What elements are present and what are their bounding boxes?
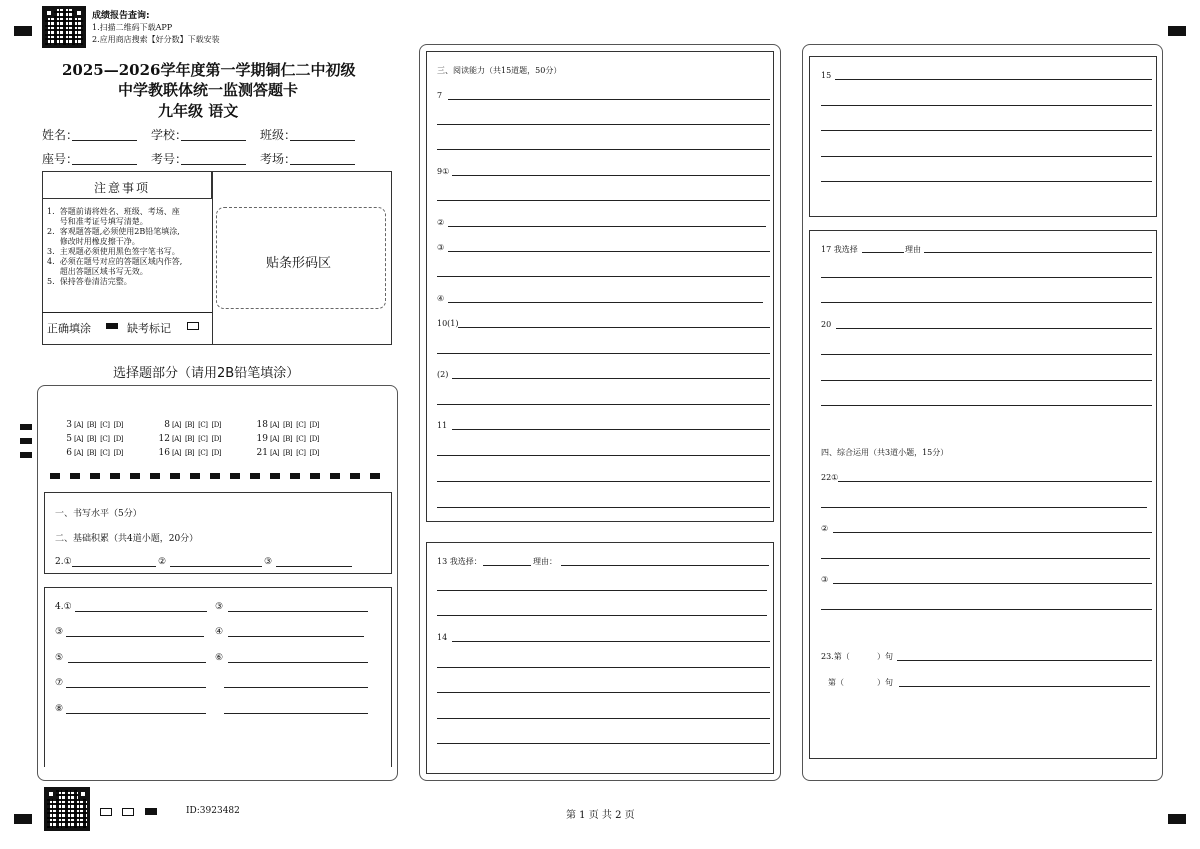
choice-option-bubble[interactable]: [D]: [211, 449, 222, 457]
q23-a-end-label: ）句: [877, 652, 893, 661]
choice-option-bubble[interactable]: [B]: [87, 421, 97, 429]
choice-option-bubble[interactable]: [C]: [198, 421, 208, 429]
choice-option-bubble[interactable]: [A]: [172, 449, 182, 457]
q9-1-line-1[interactable]: [452, 175, 770, 176]
choice-question: [156, 420, 254, 430]
q14-line-4[interactable]: [437, 718, 770, 719]
q9-3-line-1[interactable]: [448, 251, 770, 252]
choice-row: [58, 448, 352, 462]
q11-line-2[interactable]: [437, 455, 770, 456]
q2-2-answer-line[interactable]: [170, 566, 262, 567]
timing-mark: [310, 473, 320, 479]
exam-no-label: 考号：: [151, 152, 188, 166]
q13-q14-box: [426, 542, 774, 774]
q22-1-line-2[interactable]: [821, 507, 1147, 508]
q17-choice-line[interactable]: [862, 252, 904, 253]
q9-1-label: 9①: [437, 167, 450, 176]
timing-mark: [290, 473, 300, 479]
q11-line-1[interactable]: [452, 429, 770, 430]
fill-correct-label: 正确填涂: [47, 322, 91, 335]
school-field[interactable]: [181, 140, 246, 141]
choice-option-bubble[interactable]: [B]: [87, 449, 97, 457]
notice-item: 4. 必须在题号对应的答题区域内作答,: [47, 257, 183, 266]
basics-section-label: 二、基础积累（共4道小题，20分）: [55, 534, 199, 544]
choice-question-number: 3: [66, 420, 72, 430]
q20-line-1[interactable]: [836, 328, 1152, 329]
choice-option-bubble[interactable]: [B]: [283, 449, 293, 457]
choice-option-bubble[interactable]: [C]: [198, 449, 208, 457]
timing-mark: [330, 473, 340, 479]
choice-option-bubble[interactable]: [C]: [100, 435, 110, 443]
q4-8-label: ⑧: [55, 704, 64, 714]
choice-option-bubble[interactable]: [D]: [309, 435, 320, 443]
choice-question-number: 12: [158, 434, 170, 444]
choice-option-bubble[interactable]: [C]: [100, 421, 110, 429]
q13-reason-label: 理由：: [533, 557, 557, 566]
choice-option-bubble[interactable]: [D]: [211, 435, 222, 443]
choice-option-bubble[interactable]: [C]: [198, 435, 208, 443]
q10-2-line-1[interactable]: [452, 378, 770, 379]
q7-line-1[interactable]: [448, 99, 770, 100]
choice-option-bubble[interactable]: [D]: [113, 435, 124, 443]
choice-question-number: 18: [256, 420, 268, 430]
choice-question: [156, 448, 254, 458]
barcode-area-label: 贴条形码区: [266, 256, 332, 271]
choice-grid: [58, 420, 352, 462]
choice-question: [156, 434, 254, 444]
q2-1-label: 2.①: [55, 557, 72, 567]
choice-option-bubble[interactable]: [A]: [172, 435, 182, 443]
timing-mark: [150, 473, 160, 479]
q15-line-4[interactable]: [821, 156, 1152, 157]
choice-question-number: 6: [66, 448, 72, 458]
room-field[interactable]: [290, 164, 355, 165]
q4-1-answer-line[interactable]: [75, 611, 207, 612]
choice-question-number: 21: [256, 448, 268, 458]
corner-marker-top-right: [1168, 26, 1186, 36]
q4-box: [44, 587, 392, 767]
fill-correct-sample-icon: [106, 323, 118, 329]
timing-mark: [190, 473, 200, 479]
choice-option-bubble[interactable]: [C]: [296, 449, 306, 457]
notice-list: [47, 207, 212, 287]
section-4-label: 四、综合运用（共3道小题，15分）: [821, 448, 949, 457]
choice-option-bubble[interactable]: [A]: [74, 449, 84, 457]
q15-line-3[interactable]: [821, 130, 1152, 131]
q4-5-answer-line[interactable]: [68, 662, 206, 663]
choice-option-bubble[interactable]: [B]: [87, 435, 97, 443]
timing-mark-row: [50, 473, 390, 481]
q22-1-label: 22①: [821, 473, 839, 482]
notice-item: 2. 客观题答题,必须使用2B铅笔填涂,: [47, 227, 180, 236]
timing-mark: [50, 473, 60, 479]
seat-label: 座号：: [42, 152, 79, 166]
choice-option-bubble[interactable]: [A]: [74, 421, 84, 429]
q17-reason-line[interactable]: [924, 252, 1152, 253]
choice-question-number: 16: [158, 448, 170, 458]
choice-option-bubble[interactable]: [D]: [309, 449, 320, 457]
q22-3-label: ③: [821, 575, 829, 584]
choice-option-bubble[interactable]: [A]: [74, 435, 84, 443]
q4-4-answer-line[interactable]: [228, 636, 364, 637]
notice-item: 3. 主观题必须使用黑色签字笔书写。: [47, 247, 180, 256]
choice-question: [58, 420, 156, 430]
q20-line-3[interactable]: [821, 380, 1152, 381]
q22-3-line-2[interactable]: [821, 609, 1152, 610]
q4-6-answer-line[interactable]: [228, 662, 368, 663]
q17-line-2[interactable]: [821, 277, 1152, 278]
q17-label: 17 我选择: [821, 245, 858, 254]
q4-3b-label: ③: [55, 627, 64, 637]
choice-question: [58, 448, 156, 458]
school-label: 学校：: [151, 128, 188, 142]
writing-section-label: 一、书写水平（5分）: [55, 509, 142, 519]
choice-option-bubble[interactable]: [B]: [185, 449, 195, 457]
choice-option-bubble[interactable]: [C]: [296, 421, 306, 429]
q17-reason-label: 理由: [905, 245, 921, 254]
row-marker: [20, 438, 32, 444]
timing-mark: [170, 473, 180, 479]
q4-1-label: 4.①: [55, 602, 72, 612]
q23-b-label: 第（: [828, 678, 844, 687]
choice-question-number: 19: [256, 434, 268, 444]
choice-row: [58, 420, 352, 434]
choice-question: [254, 420, 352, 430]
q13-line-3[interactable]: [437, 615, 767, 616]
q13-line-2[interactable]: [437, 590, 767, 591]
q9-3-label: ③: [437, 243, 445, 252]
q11-label: 11: [437, 421, 448, 430]
choice-option-bubble[interactable]: [A]: [270, 421, 280, 429]
q23-b-end-label: ）句: [877, 678, 893, 687]
q15-line-2[interactable]: [821, 105, 1152, 106]
q11-line-4[interactable]: [437, 507, 770, 508]
q17-line-3[interactable]: [821, 302, 1152, 303]
exam-title-line-3: 九年级 语文: [158, 102, 239, 120]
choice-option-bubble[interactable]: [D]: [113, 421, 124, 429]
q9-2-label: ②: [437, 218, 445, 227]
q4-7-label: ⑦: [55, 678, 64, 688]
q7-line-2[interactable]: [437, 124, 770, 125]
status-box-filled: [145, 808, 157, 815]
notice-item: 号和准考证号填写清楚。: [47, 217, 148, 226]
timing-mark: [350, 473, 360, 479]
corner-marker-top-left: [14, 26, 32, 36]
q4-8b-answer-line[interactable]: [224, 713, 368, 714]
choice-option-bubble[interactable]: [B]: [185, 435, 195, 443]
q9-4-line[interactable]: [448, 302, 763, 303]
status-box-2: [122, 808, 134, 816]
q9-2-line[interactable]: [448, 226, 766, 227]
choice-option-bubble[interactable]: [B]: [283, 421, 293, 429]
corner-marker-bottom-left: [14, 814, 32, 824]
q4-3-answer-line[interactable]: [228, 611, 368, 612]
choice-section-title: 选择题部分（请用2B铅笔填涂）: [113, 366, 300, 381]
q14-line-3[interactable]: [437, 692, 770, 693]
q22-2-line-1[interactable]: [833, 532, 1152, 533]
q10-1-label: 10(1): [437, 319, 459, 328]
q7-label: 7: [437, 91, 443, 100]
choice-option-bubble[interactable]: [D]: [309, 421, 320, 429]
choice-question: [254, 448, 352, 458]
notice-item: 5. 保持答卷清洁完整。: [47, 277, 132, 286]
q4-3-label: ③: [215, 602, 224, 612]
timing-mark: [250, 473, 260, 479]
reading-box: [426, 51, 774, 522]
q20-label: 20: [821, 320, 832, 329]
q23-a-label: 23.第（: [821, 652, 850, 661]
name-field[interactable]: [72, 140, 137, 141]
q20-line-4[interactable]: [821, 405, 1152, 406]
timing-mark: [70, 473, 80, 479]
q22-3-line-1[interactable]: [833, 583, 1152, 584]
choice-option-bubble[interactable]: [D]: [211, 421, 222, 429]
q10-1-line-1[interactable]: [458, 327, 770, 328]
q4-7b-answer-line[interactable]: [224, 687, 368, 688]
name-label: 姓名：: [42, 128, 79, 142]
timing-mark: [130, 473, 140, 479]
status-box-1: [100, 808, 112, 816]
q10-2-line-2[interactable]: [437, 404, 770, 405]
q7-line-3[interactable]: [437, 149, 770, 150]
query-line-2: 2.应用商店搜索【好分数】下载安装: [92, 35, 220, 44]
q2-3-answer-line[interactable]: [276, 566, 352, 567]
absent-mark-checkbox[interactable]: [187, 322, 199, 330]
q17-q23-box: [809, 230, 1157, 759]
corner-marker-bottom-right: [1168, 814, 1186, 824]
q9-1-line-2[interactable]: [437, 200, 770, 201]
q9-4-label: ④: [437, 294, 445, 303]
row-marker: [20, 452, 32, 458]
notice-item: 修改时用橡皮擦干净。: [47, 237, 140, 246]
q13-label: 13 我选择：: [437, 557, 482, 566]
q4-8-answer-line[interactable]: [66, 713, 206, 714]
q15-label: 15: [821, 71, 832, 80]
choice-row: [58, 434, 352, 448]
q14-line-2[interactable]: [437, 667, 770, 668]
notice-heading: 注意事项: [94, 181, 151, 195]
q2-2-label: ②: [158, 557, 167, 567]
q22-1-line-1[interactable]: [838, 481, 1152, 482]
reading-section-label: 三、阅读能力（共15道题，50分）: [437, 66, 562, 75]
q4-5-label: ⑤: [55, 653, 64, 663]
q4-3b-answer-line[interactable]: [66, 636, 204, 637]
room-label: 考场：: [260, 152, 297, 166]
q2-3-label: ③: [264, 557, 273, 567]
q13-reason-line[interactable]: [561, 565, 769, 566]
choice-question-number: 5: [66, 434, 72, 444]
exam-title-line-2: 中学教联体统一监测答题卡: [118, 81, 299, 99]
choice-option-bubble[interactable]: [A]: [172, 421, 182, 429]
q2-1-answer-line[interactable]: [72, 566, 156, 567]
choice-option-bubble[interactable]: [C]: [100, 449, 110, 457]
page-number: 第 1 页 共 2 页: [566, 810, 635, 821]
notice-item: 超出答题区域书写无效。: [47, 267, 148, 276]
choice-option-bubble[interactable]: [B]: [283, 435, 293, 443]
q11-line-3[interactable]: [437, 481, 770, 482]
timing-mark: [210, 473, 220, 479]
q4-4-label: ④: [215, 627, 224, 637]
sheet-id: ID:3923482: [186, 806, 240, 816]
choice-option-bubble[interactable]: [B]: [185, 421, 195, 429]
choice-option-bubble[interactable]: [A]: [270, 435, 280, 443]
q23-b-answer-line[interactable]: [899, 686, 1150, 687]
q4-6-label: ⑥: [215, 653, 224, 663]
q15-line-1[interactable]: [835, 79, 1152, 80]
app-qr-code-image: [42, 6, 86, 48]
exam-no-field[interactable]: [181, 164, 246, 165]
q13-choice-line[interactable]: [483, 565, 531, 566]
choice-option-bubble[interactable]: [A]: [270, 449, 280, 457]
timing-mark: [90, 473, 100, 479]
timing-mark: [110, 473, 120, 479]
absent-mark-label: 缺考标记: [127, 322, 171, 335]
q4-7-answer-line[interactable]: [66, 687, 206, 688]
q22-2-label: ②: [821, 524, 829, 533]
q14-line-1[interactable]: [452, 641, 770, 642]
q22-2-line-2[interactable]: [821, 558, 1150, 559]
notice-row-divider: [42, 312, 212, 313]
q23-a-answer-line[interactable]: [897, 660, 1152, 661]
q10-2-label: (2): [437, 370, 449, 379]
choice-question-number: 8: [164, 420, 170, 430]
q15-box: [809, 56, 1157, 217]
row-marker: [20, 424, 32, 430]
q14-line-5[interactable]: [437, 743, 770, 744]
q20-line-2[interactable]: [821, 354, 1152, 355]
class-field[interactable]: [290, 140, 355, 141]
query-line-1: 1.扫描二维码下载APP: [92, 23, 173, 32]
sheet-qr-code-image: [44, 787, 90, 831]
notice-divider: [212, 171, 213, 345]
notice-item: 1. 答题前请将姓名、班级、考场、座: [47, 207, 180, 216]
class-label: 班级：: [260, 128, 297, 142]
q10-1-line-2[interactable]: [437, 353, 770, 354]
timing-mark: [270, 473, 280, 479]
query-title: 成绩报告查询:: [92, 11, 150, 21]
q15-line-5[interactable]: [821, 181, 1152, 182]
seat-field[interactable]: [72, 164, 137, 165]
q14-label: 14: [437, 633, 448, 642]
choice-question: [254, 434, 352, 444]
choice-option-bubble[interactable]: [D]: [113, 449, 124, 457]
choice-option-bubble[interactable]: [C]: [296, 435, 306, 443]
timing-mark: [370, 473, 380, 479]
q9-3-line-2[interactable]: [437, 276, 770, 277]
exam-title-line-1: 2025—2026学年度第一学期铜仁二中初级: [62, 61, 356, 79]
choice-question: [58, 434, 156, 444]
timing-mark: [230, 473, 240, 479]
